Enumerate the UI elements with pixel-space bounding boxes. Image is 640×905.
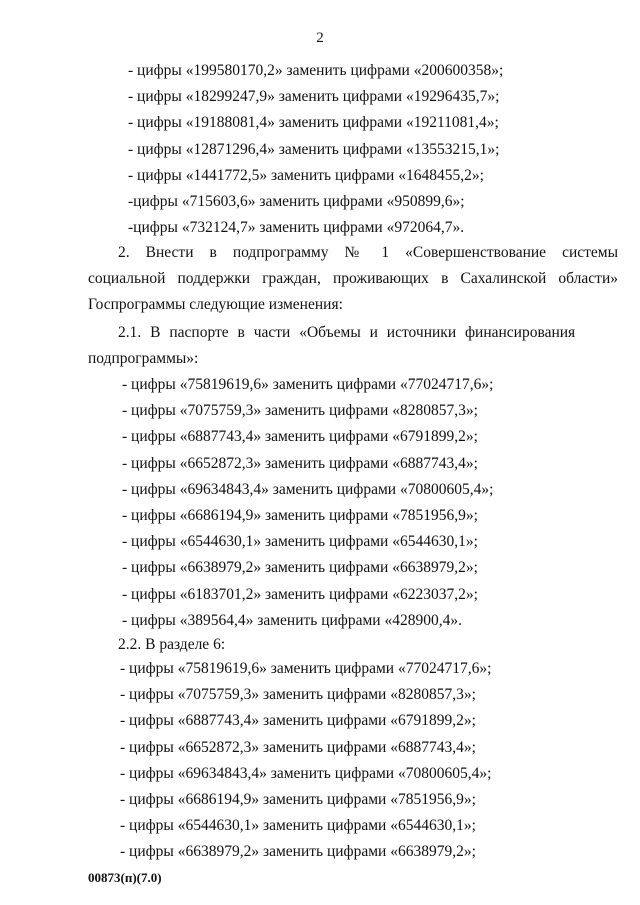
list-item: - цифры «6544630,1» заменить цифрами «6544630,1»; [122,533,478,551]
replacement-list-1 [128,58,628,241]
section-2-1-paragraph [88,320,618,372]
section-2-line-2: социальной поддержки граждан, проживающих в Сахалинской области» [88,270,618,288]
list-item: - цифры «1441772,5» заменить цифрами «1648455,2»; [128,166,484,184]
list-item: - цифры «75819619,6» заменить цифрами «77024717,6»; [120,660,492,677]
list-item: - цифры «6887743,4» заменить цифрами «6791899,2»; [120,712,476,730]
list-item: - цифры «69634843,4» заменить цифрами «70800605,4»; [122,480,494,498]
list-item: - цифры «6887743,4» заменить цифрами «6791899,2»; [122,428,478,446]
section-2-line-1: 2. Внести в подпрограмму № 1 «Совершенствование системы [118,244,618,261]
list-item: -цифры «732124,7» заменить цифрами «972064,7». [128,219,465,237]
list-item: - цифры «199580170,2» заменить цифрами «200600358»; [128,62,504,79]
list-item: - цифры «389564,4» заменить цифрами «428900,4». [122,611,462,629]
page-number: 2 [316,30,324,46]
list-item: - цифры «75819619,6» заменить цифрами «77024717,6»; [122,376,494,393]
section-2-paragraph [88,240,618,319]
list-item: - цифры «7075759,3» заменить цифрами «8280857,3»; [122,402,478,420]
document-code: 00873(п)(7.0) [88,870,162,885]
list-item: - цифры «6652872,3» заменить цифрами «6887743,4»; [122,454,478,472]
list-item: - цифры «6183701,2» заменить цифрами «6223037,2»; [122,585,478,603]
replacement-list-3 [120,656,620,866]
replacement-list-2 [122,372,622,634]
list-item: -цифры «715603,6» заменить цифрами «950899,6»; [128,192,465,210]
list-item: - цифры «7075759,3» заменить цифрами «8280857,3»; [120,686,476,704]
section-2-1-line-1: 2.1. В паспорте в части «Объемы и источники финансирования [118,324,576,341]
list-item: - цифры «6638979,2» заменить цифрами «6638979,2»; [120,843,476,861]
section-2-1-line-2: подпрограммы»: [88,350,199,368]
list-item: - цифры «6686194,9» заменить цифрами «7851956,9»; [122,506,478,524]
section-2-2-heading: 2.2. В разделе 6: [118,636,226,653]
list-item: - цифры «69634843,4» заменить цифрами «70800605,4»; [120,764,492,782]
list-item: - цифры «12871296,4» заменить цифрами «13553215,1»; [128,140,500,158]
list-item: - цифры «6686194,9» заменить цифрами «7851956,9»; [120,790,476,808]
list-item: - цифры «6638979,2» заменить цифрами «6638979,2»; [122,559,478,577]
list-item: - цифры «18299247,9» заменить цифрами «19296435,7»; [128,88,500,106]
section-2-line-3: Госпрограммы следующие изменения: [88,296,343,314]
list-item: - цифры «6544630,1» заменить цифрами «6544630,1»; [120,817,476,835]
list-item: - цифры «6652872,3» заменить цифрами «6887743,4»; [120,738,476,756]
list-item: - цифры «19188081,4» заменить цифрами «19211081,4»; [128,114,499,132]
